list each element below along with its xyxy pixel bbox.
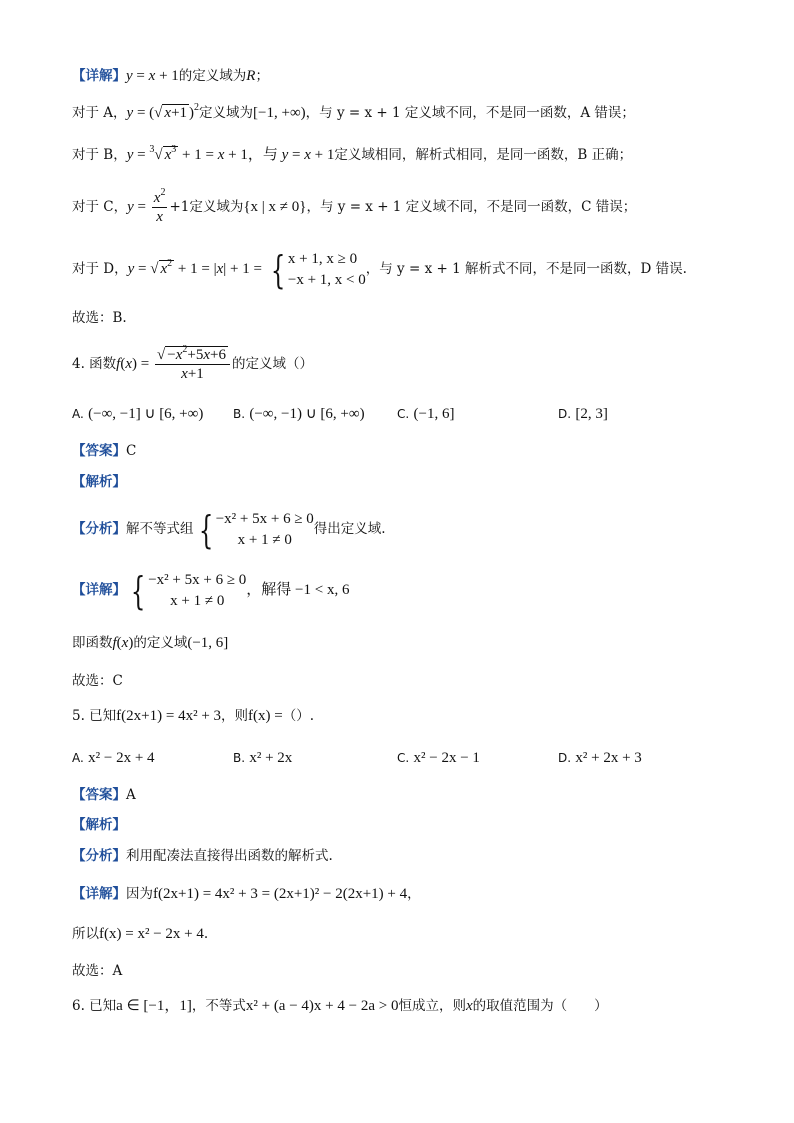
q4-option-b: B. (−∞, −1) ∪ [6, +∞) xyxy=(233,406,365,422)
q5-choose: 故选：A xyxy=(72,963,123,979)
detail-tag: 【详解】 xyxy=(72,68,126,84)
q4-conclusion: 即函数f(x)的定义域(−1, 6] xyxy=(72,635,229,651)
q5-option-d: D. x² + 2x + 3 xyxy=(558,750,642,766)
piecewise-cases: x + 1, x ≥ 0 −x + 1, x < 0 xyxy=(287,250,366,288)
q4-stem: 4. 函数f(x) = $\frac{√ -x^2+5x+6}{x+1}$ 的定义域（） xyxy=(72,344,313,382)
q4-option-d: D. [2, 3] xyxy=(558,406,608,422)
fraction: $\frac{√ -x^2+5x+6}{x+1}$ xyxy=(155,346,230,383)
inequality-system: −x² + 5x + 6 ≥ 0 x + 1 ≠ 0 xyxy=(148,571,247,609)
q3-detail-line: 【详解】y = x + 1的定义域为R； xyxy=(72,68,269,84)
q5-fenxi: 【分析】利用配凑法直接得出函数的解析式. xyxy=(72,848,333,864)
q3-option-d-line: 对于 D，y = √ $x^2 + 1 = |x| + 1$ = { x + 1, x ≥ 0 −x + 1, x < 0 ，与 y = x + 1 解析式不同，不是同一函数，D 错误. xyxy=(72,247,687,292)
q5-option-b: B. x² + 2x xyxy=(233,750,293,766)
fraction: $\frac{x^2}{x}$ xyxy=(153,187,166,225)
q3-option-a-line: 对于 A，y = (√ x+1 )$^2$定义域为[−1, +∞)，与 y = x + 1 定义域不同，不是同一函数，A 错误； xyxy=(72,102,635,121)
q5-option-a: A. x² − 2x + 4 xyxy=(72,750,155,766)
q4-detail: 【详解】 { −x² + 5x + 6 ≥ 0 x + 1 ≠ 0 ，解得 −1 < x, 6 xyxy=(72,568,350,613)
q3-option-c-line: 对于 C，y = $\frac{x^2}{x}$ +1定义域为{x | x ≠ 0}，与 y = x + 1 定义域不同，不是同一函数，C 错误； xyxy=(72,187,637,225)
q5-answer: 【答案】A xyxy=(72,787,136,803)
inequality-system: −x² + 5x + 6 ≥ 0 x + 1 ≠ 0 xyxy=(215,510,314,548)
q5-analysis-tag: 【解析】 xyxy=(72,817,126,833)
q4-choose: 故选：C xyxy=(72,673,123,689)
q4-option-c: C. (−1, 6] xyxy=(397,406,455,422)
q4-option-a: A. (−∞, −1] ∪ [6, +∞) xyxy=(72,406,204,422)
q4-fenxi: 【分析】解不等式组 { −x² + 5x + 6 ≥ 0 x + 1 ≠ 0 得出定义域. xyxy=(72,507,386,552)
q6-stem: 6. 已知a ∈ [−1，1]，不等式x² + (a − 4)x + 4 − 2a > 0恒成立，则x的取值范围为（ ） xyxy=(72,998,608,1014)
q5-so: 所以f(x) = x² − 2x + 4. xyxy=(72,926,209,942)
q3-choose: 故选：B. xyxy=(72,310,127,326)
q3-option-b-line: 对于 B，y = $^3$√ $x^3 + 1 = x + 1$，与 y = x + 1定义域相同，解析式相同，是同一函数，B 正确； xyxy=(72,144,633,163)
q5-stem: 5. 已知f(2x+1) = 4x² + 3，则f(x) =（）. xyxy=(72,708,315,724)
q4-answer: 【答案】C xyxy=(72,443,137,459)
q4-analysis-tag: 【解析】 xyxy=(72,474,126,490)
q5-option-c: C. x² − 2x − 1 xyxy=(397,750,480,766)
q5-detail: 【详解】因为f(2x+1) = 4x² + 3 = (2x+1)² − 2(2x+1) + 4， xyxy=(72,886,421,902)
